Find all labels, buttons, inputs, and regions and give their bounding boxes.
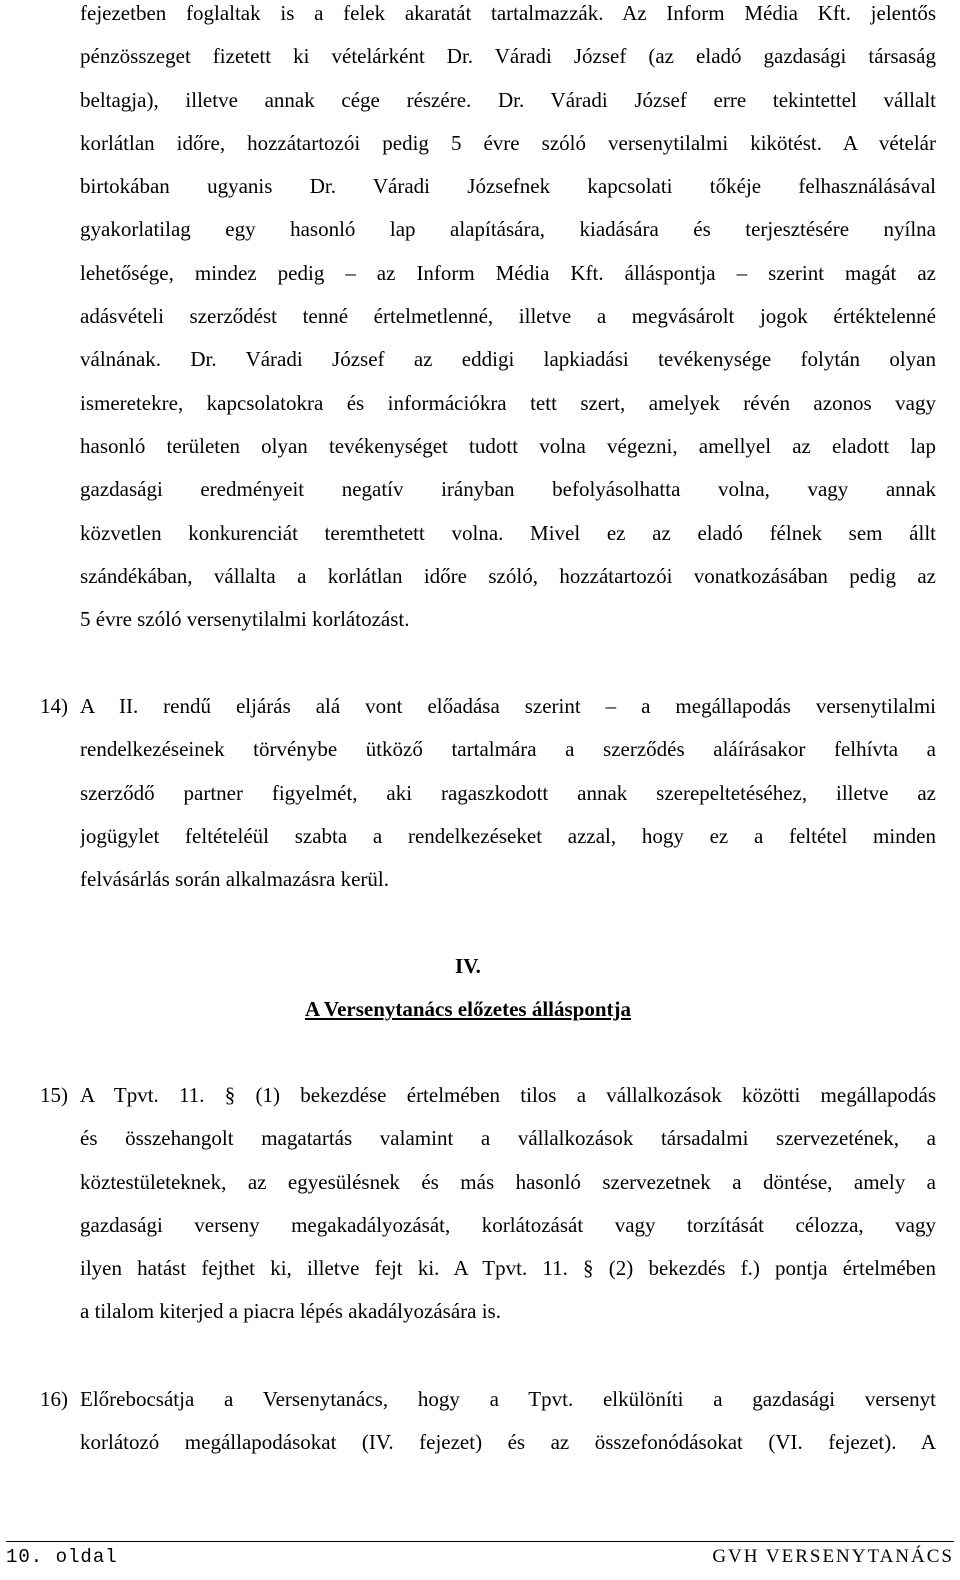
- text-line: hasonló területen olyan tevékenységet tudott volna végezni, amellyel az eladott lap: [80, 433, 936, 458]
- point-16: [40, 1378, 936, 1465]
- text-line: lehetősége, mindez pedig – az Inform Média Kft. álláspontja – szerint magát az: [80, 260, 936, 285]
- footer-organization: GVH VERSENYTANÁCS: [712, 1546, 954, 1567]
- text-line: pénzösszeget fizetett ki vételárként Dr. Váradi József (az eladó gazdasági társaság: [80, 44, 936, 69]
- section-heading: [80, 945, 856, 1031]
- text-line: A Tpvt. 11. § (1) bekezdése értelmében tilos a vállalkozások közötti megállapodás: [80, 1083, 936, 1107]
- text-line: ismeretekre, kapcsolatokra és információkra tett szert, amelyek révén azonos vagy: [80, 390, 936, 415]
- text-line: szándékában, vállalta a korlátlan időre szóló, hozzátartozói vonatkozásában pedig az: [80, 563, 936, 588]
- text-line: gazdasági eredményeit negatív irányban befolyásolhatta volna, vagy annak: [80, 477, 936, 502]
- text-line: Előrebocsátja a Versenytanács, hogy a Tpvt. elkülöníti a gazdasági versenyt: [80, 1387, 936, 1411]
- section-number: IV.: [455, 954, 481, 978]
- text-line: jogügylet feltételéül szabta a rendelkezéseket azzal, hogy ez a feltétel minden: [80, 823, 936, 848]
- point-14: [40, 685, 936, 901]
- text-line: ilyen hatást fejthet ki, illetve fejt ki. A Tpvt. 11. § (2) bekezdés f.) pontja értelmében: [80, 1256, 936, 1281]
- text-line: beltagja), illetve annak cége részére. Dr. Váradi József erre tekintettel vállalt: [80, 87, 936, 112]
- text-line: gazdasági verseny megakadályozását, korlátozását vagy torzítását célozza, vagy: [80, 1212, 936, 1237]
- footer-divider: [6, 1541, 954, 1542]
- text-line: gyakorlatilag egy hasonló lap alapítására, kiadására és terjesztésére nyílna: [80, 217, 936, 242]
- text-line: korlátlan időre, hozzátartozói pedig 5 évre szóló versenytilalmi kikötést. A vételár: [80, 130, 936, 155]
- text-line: felvásárlás során alkalmazásra kerül.: [80, 867, 390, 892]
- text-line: A II. rendű eljárás alá vont előadása szerint – a megállapodás versenytilalmi: [80, 694, 936, 718]
- footer-page-number: 10. oldal: [6, 1546, 118, 1568]
- point-15: [40, 1074, 936, 1334]
- text-line: 5 évre szóló versenytilalmi korlátozást.: [80, 607, 410, 632]
- text-line: a tilalom kiterjed a piacra lépés akadályozására is.: [80, 1299, 501, 1324]
- text-line: közvetlen konkurenciát teremthetett volna. Mivel ez az eladó félnek sem állt: [80, 520, 936, 545]
- text-line: szerződő partner figyelmét, aki ragaszkodott annak szerepeltetéséhez, illetve az: [80, 780, 936, 805]
- text-line: és összehangolt magatartás valamint a vállalkozások társadalmi szervezetének, a: [80, 1126, 936, 1151]
- text-line: adásvételi szerződést tenné értelmetlenné, illetve a megvásárolt jogok értéktelenné: [80, 304, 936, 329]
- point-number: 14): [40, 694, 68, 718]
- paragraph-top: [80, 0, 936, 641]
- text-line: köztestületeknek, az egyesülésnek és más hasonló szervezetnek a döntése, amely a: [80, 1169, 936, 1194]
- text-line: korlátozó megállapodásokat (IV. fejezet) és az összefonódásokat (VI. fejezet). A: [80, 1430, 936, 1455]
- text-line: fejezetben foglaltak is a felek akaratát tartalmazzák. Az Inform Média Kft. jelentős: [80, 1, 936, 25]
- point-number: 15): [40, 1083, 68, 1107]
- point-number: 16): [40, 1387, 68, 1411]
- text-line: birtokában ugyanis Dr. Váradi Józsefnek kapcsolati tőkéje felhasználásával: [80, 174, 936, 199]
- text-line: rendelkezéseinek törvénybe ütköző tartalmára a szerződés aláírásakor felhívta a: [80, 737, 936, 762]
- text-line: válnának. Dr. Váradi József az eddigi lapkiadási tevékenysége folytán olyan: [80, 347, 936, 372]
- section-title: A Versenytanács előzetes álláspontja: [304, 997, 632, 1021]
